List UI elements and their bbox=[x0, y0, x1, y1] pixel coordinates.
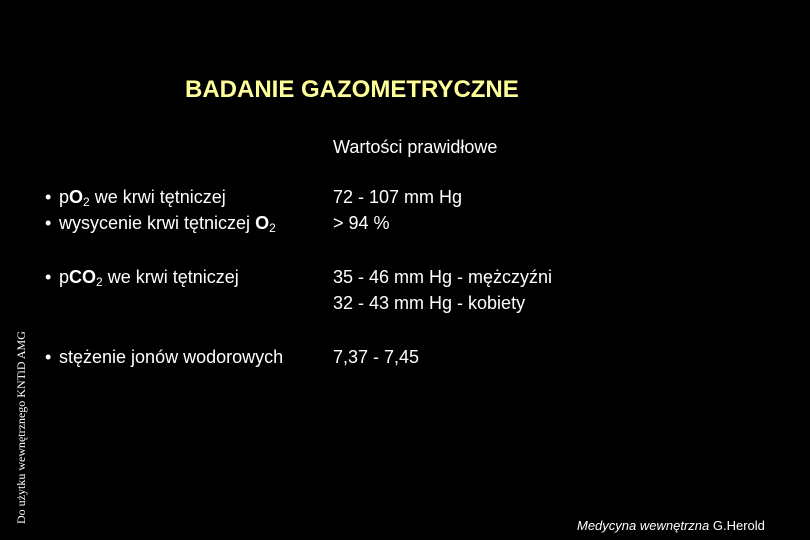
footer-source: Medycyna wewnętrzna bbox=[577, 518, 710, 533]
parameter-chem: O bbox=[69, 187, 84, 207]
value-pco2-men: 35 - 46 mm Hg - mężczyźni bbox=[333, 267, 553, 287]
parameter-rest: we krwi tętniczej bbox=[102, 267, 239, 287]
parameter-rest: we krwi tętniczej bbox=[89, 187, 226, 207]
parameter-hydrogen-ion bbox=[45, 344, 283, 370]
side-note: Do użytku wewnętrznego KNTiD AMG bbox=[14, 331, 28, 524]
value-ph: 7,37 - 7,45 bbox=[333, 347, 420, 367]
parameter-prefix: p bbox=[59, 187, 70, 207]
parameter-po2 bbox=[45, 184, 226, 210]
bullet: • bbox=[45, 187, 52, 207]
parameter-chem: O bbox=[255, 213, 270, 233]
parameter-subscript: 2 bbox=[83, 195, 90, 209]
value-o2-saturation: > 94 % bbox=[333, 213, 390, 233]
parameter-prefix: wysycenie krwi tętniczej bbox=[59, 213, 256, 233]
parameter-o2-saturation bbox=[45, 210, 276, 236]
parameter-prefix: stężenie jonów wodorowych bbox=[59, 347, 284, 367]
parameter-chem: CO bbox=[69, 267, 97, 287]
bullet: • bbox=[45, 213, 52, 233]
bullet: • bbox=[45, 347, 52, 367]
value-po2: 72 - 107 mm Hg bbox=[333, 187, 463, 207]
parameter-subscript: 2 bbox=[269, 221, 276, 235]
slide-title: BADANIE GAZOMETRYCZNE bbox=[185, 76, 519, 103]
footer-author: G.Herold bbox=[712, 518, 765, 533]
normal-values-header: Wartości prawidłowe bbox=[333, 137, 498, 157]
parameter-prefix: p bbox=[59, 267, 70, 287]
footer-citation bbox=[577, 518, 765, 533]
value-pco2-women: 32 - 43 mm Hg - kobiety bbox=[333, 293, 526, 313]
parameter-subscript: 2 bbox=[96, 275, 103, 289]
bullet: • bbox=[45, 267, 52, 287]
parameter-pco2 bbox=[45, 264, 239, 290]
